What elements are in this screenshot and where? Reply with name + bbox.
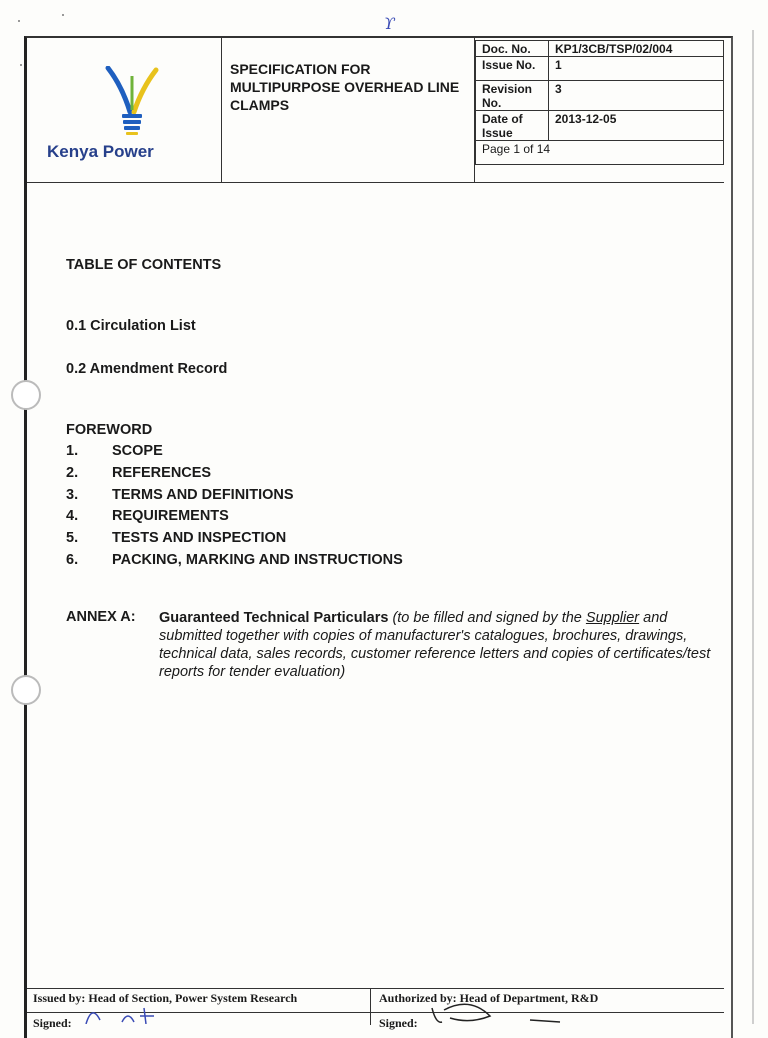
signed-left: Signed: xyxy=(33,1016,72,1030)
scan-speck xyxy=(20,64,22,66)
signature-left-icon xyxy=(82,1002,202,1024)
meta-key: Doc. No. xyxy=(476,41,549,57)
annex-text-before: (to be filled and signed by the xyxy=(392,610,586,626)
punch-hole xyxy=(11,675,41,705)
toc-circulation-list: 0.1 Circulation List xyxy=(66,318,196,334)
toc-item-packing: PACKING, MARKING AND INSTRUCTIONS xyxy=(112,552,403,568)
meta-value: 2013-12-05 xyxy=(549,111,724,141)
scan-speck xyxy=(18,20,20,22)
meta-key: Revision No. xyxy=(476,81,549,111)
signature-right-icon xyxy=(430,1000,570,1024)
toc-item-number: 6. xyxy=(66,552,79,568)
toc-item-number: 2. xyxy=(66,465,79,481)
meta-value: 3 xyxy=(549,81,724,111)
toc-amendment-record: 0.2 Amendment Record xyxy=(66,361,228,377)
page-number: Page 1 of 14 xyxy=(476,141,724,165)
document-title: SPECIFICATION FOR MULTIPURPOSE OVERHEAD LINE CLAMPS xyxy=(230,61,460,113)
logo-text: Kenya Power xyxy=(47,142,154,161)
annex-title: Guaranteed Technical Particulars xyxy=(159,610,389,626)
meta-row xyxy=(476,81,724,111)
scan-speck xyxy=(62,14,64,16)
document-meta-table xyxy=(475,40,724,165)
meta-row xyxy=(476,111,724,141)
toc-item-number: 5. xyxy=(66,530,79,546)
toc-foreword: FOREWORD xyxy=(66,422,153,438)
meta-row xyxy=(476,57,724,81)
meta-key: Issue No. xyxy=(476,57,549,81)
toc-item-references: REFERENCES xyxy=(112,465,212,481)
meta-row xyxy=(476,41,724,57)
kenya-power-logo-icon xyxy=(100,66,164,138)
toc-item-number: 1. xyxy=(66,443,79,459)
toc-item-number: 3. xyxy=(66,487,79,503)
page-edge-shadow xyxy=(752,30,754,1024)
toc-item-number: 4. xyxy=(66,508,79,524)
toc-item-scope: SCOPE xyxy=(112,443,163,459)
annex-description xyxy=(159,609,719,681)
authorized-by: Authorized by: Head of Department, R&D xyxy=(379,991,599,1005)
meta-row xyxy=(476,141,724,165)
annex-supplier: Supplier xyxy=(585,610,640,626)
handwritten-mark: ϒ xyxy=(384,14,395,33)
toc-item-terms: TERMS AND DEFINITIONS xyxy=(112,487,294,503)
meta-value: 1 xyxy=(549,57,724,81)
toc-item-tests: TESTS AND INSPECTION xyxy=(112,530,287,546)
toc-item-requirements: REQUIREMENTS xyxy=(112,508,229,524)
annex-text-after: and submitted together with copies of manufacturer's catalogues, brochures, drawings, technical data, sales records, customer reference letters and copies of certificates/test reports for tender evaluation) xyxy=(159,610,711,680)
meta-value: KP1/3CB/TSP/02/004 xyxy=(549,41,724,57)
toc-heading: TABLE OF CONTENTS xyxy=(66,257,222,273)
meta-key: Date of Issue xyxy=(476,111,549,141)
punch-hole xyxy=(11,380,41,410)
issued-by: Issued by: Head of Section, Power System Research xyxy=(33,991,298,1005)
annex-label: ANNEX A: xyxy=(66,609,136,625)
signed-right: Signed: xyxy=(379,1016,418,1030)
